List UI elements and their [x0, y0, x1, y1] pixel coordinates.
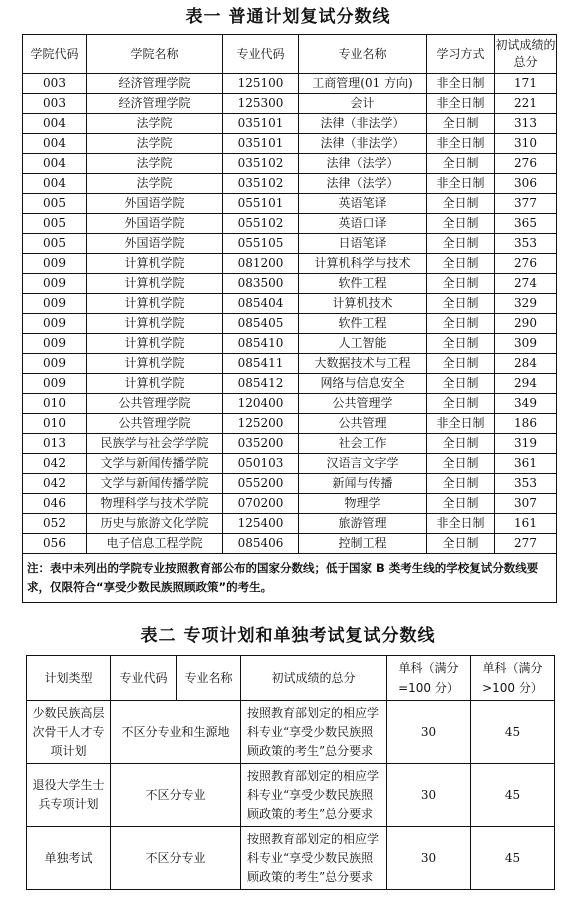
table1-cell: 文学与新闻传播学院: [87, 454, 223, 474]
table1-row: [23, 114, 557, 134]
table1-cell: 全日制: [427, 194, 495, 214]
table2-cell-type: 退役大学生士兵专项计划: [27, 764, 111, 827]
table1-cell: 全日制: [427, 254, 495, 274]
table1-row: [23, 274, 557, 294]
table1: [22, 34, 557, 603]
table1-cell: 工商管理(01 方向): [299, 74, 427, 94]
table1-cell: 046: [23, 494, 87, 514]
table1-cell: 法学院: [87, 134, 223, 154]
table1-cell: 276: [495, 154, 557, 174]
table1-cell: 计算机技术: [299, 294, 427, 314]
table1-cell: 055200: [223, 474, 299, 494]
table1-cell: 汉语言文字学: [299, 454, 427, 474]
table1-cell: 法律（法学）: [299, 174, 427, 194]
table1-cell: 361: [495, 454, 557, 474]
table1-cell: 125400: [223, 514, 299, 534]
table1-cell: 控制工程: [299, 534, 427, 554]
table1-cell: 非全日制: [427, 174, 495, 194]
table2-title: 表二 专项计划和单独考试复试分数线: [140, 626, 436, 646]
table2-header-row: [27, 656, 555, 701]
table1-cell: 309: [495, 334, 557, 354]
table1-cell: 非全日制: [427, 74, 495, 94]
table1-cell: 社会工作: [299, 434, 427, 454]
table1-cell: 055102: [223, 214, 299, 234]
table1-cell: 009: [23, 254, 87, 274]
table1-cell: 009: [23, 294, 87, 314]
table1-row: [23, 414, 557, 434]
table1-cell: 计算机学院: [87, 294, 223, 314]
table1-cell: 294: [495, 374, 557, 394]
table1-cell: 085406: [223, 534, 299, 554]
table1-row: [23, 454, 557, 474]
table1-cell: 085411: [223, 354, 299, 374]
table1-cell: 计算机学院: [87, 334, 223, 354]
table1-cell: 历史与旅游文化学院: [87, 514, 223, 534]
table1-cell: 010: [23, 394, 87, 414]
table1-cell: 计算机学院: [87, 374, 223, 394]
table2-cell-type: 少数民族高层次骨干人才专项计划: [27, 701, 111, 764]
table1-cell: 计算机学院: [87, 274, 223, 294]
table1-cell: 全日制: [427, 154, 495, 174]
table1-cell: 365: [495, 214, 557, 234]
table2-cell-requirement: 按照教育部划定的相应学科专业“享受少数民族照顾政策的考生”总分要求: [241, 701, 387, 764]
table1-cell: 004: [23, 154, 87, 174]
table1-row: [23, 334, 557, 354]
table1-cell: 电子信息工程学院: [87, 534, 223, 554]
table1-header-cell: 学习方式: [427, 35, 495, 74]
table1-cell: 全日制: [427, 434, 495, 454]
table1-cell: 003: [23, 74, 87, 94]
table1-cell: 非全日制: [427, 94, 495, 114]
table1-cell: 009: [23, 314, 87, 334]
table1-cell: 010: [23, 414, 87, 434]
table1-cell: 计算机科学与技术: [299, 254, 427, 274]
table1-cell: 186: [495, 414, 557, 434]
table1-cell: 物理学: [299, 494, 427, 514]
table1-cell: 056: [23, 534, 87, 554]
table2-header-cell: 单科（满分>100 分）: [471, 656, 555, 701]
table2-header-cell: 单科（满分=100 分）: [387, 656, 471, 701]
table1-cell: 外国语学院: [87, 234, 223, 254]
table2-cell-singleOver100: 45: [471, 827, 555, 890]
table2-row: [27, 701, 555, 764]
table1-cell: 009: [23, 374, 87, 394]
table1-cell: 计算机学院: [87, 354, 223, 374]
table1-cell: 052: [23, 514, 87, 534]
table1-row: [23, 514, 557, 534]
table2-row: [27, 827, 555, 890]
table2-cell-singleOver100: 45: [471, 764, 555, 827]
table1-cell: 全日制: [427, 354, 495, 374]
table1-cell: 英语口译: [299, 214, 427, 234]
table1-cell: 全日制: [427, 394, 495, 414]
table1-cell: 329: [495, 294, 557, 314]
table1-row: [23, 474, 557, 494]
table1-cell: 290: [495, 314, 557, 334]
table1-cell: 经济管理学院: [87, 74, 223, 94]
table1-cell: 055101: [223, 194, 299, 214]
table2-cell-single100: 30: [387, 827, 471, 890]
table1-cell: 277: [495, 534, 557, 554]
table1-cell: 非全日制: [427, 514, 495, 534]
table1-cell: 物理科学与技术学院: [87, 494, 223, 514]
table2-row: [27, 764, 555, 827]
table1-header-cell: 初试成绩的总分: [495, 35, 557, 74]
table1-cell: 349: [495, 394, 557, 414]
table1-cell: 公共管理学院: [87, 414, 223, 434]
table1-cell: 004: [23, 114, 87, 134]
table1-cell: 大数据技术与工程: [299, 354, 427, 374]
table1-row: [23, 214, 557, 234]
table2-cell-type: 单独考试: [27, 827, 111, 890]
table1-cell: 法学院: [87, 154, 223, 174]
table2-body: [27, 701, 555, 890]
table1-cell: 125200: [223, 414, 299, 434]
table2-header-cell: 初试成绩的总分: [241, 656, 387, 701]
table1-cell: 网络与信息安全: [299, 374, 427, 394]
table2-header-cell: 专业名称: [177, 656, 241, 701]
table2-cell-single100: 30: [387, 764, 471, 827]
table1-cell: 070200: [223, 494, 299, 514]
table1-header-cell: 学院代码: [23, 35, 87, 74]
table1-cell: 005: [23, 234, 87, 254]
table1-cell: 377: [495, 194, 557, 214]
table1-title: 表一 普通计划复试分数线: [185, 7, 391, 27]
table1-cell: 全日制: [427, 374, 495, 394]
table1-cell: 035102: [223, 174, 299, 194]
table1-cell: 005: [23, 214, 87, 234]
table1-note-row: [23, 554, 557, 603]
table1-row: [23, 494, 557, 514]
table1-row: [23, 354, 557, 374]
table1-row: [23, 194, 557, 214]
table1-cell: 035101: [223, 134, 299, 154]
table2-header-cell: 计划类型: [27, 656, 111, 701]
table1-cell: 非全日制: [427, 414, 495, 434]
table1-cell: 009: [23, 354, 87, 374]
table1-cell: 外国语学院: [87, 194, 223, 214]
table1-cell: 353: [495, 474, 557, 494]
table1-cell: 221: [495, 94, 557, 114]
table1-cell: 171: [495, 74, 557, 94]
table1-cell: 会计: [299, 94, 427, 114]
table1-cell: 081200: [223, 254, 299, 274]
table1-cell: 全日制: [427, 214, 495, 234]
table1-cell: 125100: [223, 74, 299, 94]
table1-row: [23, 74, 557, 94]
table1-body: [23, 74, 557, 554]
table1-cell: 英语笔译: [299, 194, 427, 214]
table1-cell: 085410: [223, 334, 299, 354]
table1-cell: 035101: [223, 114, 299, 134]
table1-row: [23, 154, 557, 174]
table1-cell: 全日制: [427, 534, 495, 554]
table1-cell: 法学院: [87, 174, 223, 194]
table1-cell: 083500: [223, 274, 299, 294]
table1-cell: 042: [23, 474, 87, 494]
table1-cell: 旅游管理: [299, 514, 427, 534]
table2-cell-singleOver100: 45: [471, 701, 555, 764]
table1-cell: 法律（非法学）: [299, 134, 427, 154]
table1-row: [23, 394, 557, 414]
table1-row: [23, 374, 557, 394]
table1-row: [23, 314, 557, 334]
table1-cell: 035102: [223, 154, 299, 174]
table2-cell-scope: 不区分专业和生源地: [111, 701, 241, 764]
table1-cell: 005: [23, 194, 87, 214]
table1-cell: 009: [23, 274, 87, 294]
table1-cell: 085405: [223, 314, 299, 334]
table1-note: 注：表中未列出的学院专业按照教育部公布的国家分数线；低于国家 B 类考生线的学校复试分数线要求，仅限符合“享受少数民族照顾政策”的考生。: [23, 554, 557, 603]
table1-cell: 外国语学院: [87, 214, 223, 234]
table2: [26, 655, 555, 890]
table1-cell: 009: [23, 334, 87, 354]
table1-cell: 民族学与社会学学院: [87, 434, 223, 454]
table1-row: [23, 434, 557, 454]
table1-header-cell: 专业代码: [223, 35, 299, 74]
table1-cell: 计算机学院: [87, 314, 223, 334]
table1-row: [23, 134, 557, 154]
table2-header-cell: 专业代码: [111, 656, 177, 701]
table1-cell: 新闻与传播: [299, 474, 427, 494]
table1-cell: 法律（非法学）: [299, 114, 427, 134]
table1-header-cell: 专业名称: [299, 35, 427, 74]
table1-cell: 全日制: [427, 334, 495, 354]
table1-cell: 法学院: [87, 114, 223, 134]
table1-cell: 全日制: [427, 114, 495, 134]
table1-cell: 013: [23, 434, 87, 454]
table1-cell: 经济管理学院: [87, 94, 223, 114]
table1-row: [23, 234, 557, 254]
table1-cell: 004: [23, 174, 87, 194]
table1-cell: 120400: [223, 394, 299, 414]
table1-cell: 全日制: [427, 494, 495, 514]
table1-cell: 全日制: [427, 234, 495, 254]
table1-cell: 284: [495, 354, 557, 374]
table1-cell: 日语笔译: [299, 234, 427, 254]
table1-cell: 全日制: [427, 454, 495, 474]
table1-cell: 公共管理学院: [87, 394, 223, 414]
table1-cell: 全日制: [427, 474, 495, 494]
table1-cell: 353: [495, 234, 557, 254]
table1-row: [23, 294, 557, 314]
table2-cell-single100: 30: [387, 701, 471, 764]
table1-cell: 319: [495, 434, 557, 454]
table1-cell: 085412: [223, 374, 299, 394]
table1-cell: 085404: [223, 294, 299, 314]
table2-cell-scope: 不区分专业: [111, 827, 241, 890]
table1-cell: 307: [495, 494, 557, 514]
table1-cell: 计算机学院: [87, 254, 223, 274]
table1-cell: 055105: [223, 234, 299, 254]
table1-row: [23, 94, 557, 114]
table1-cell: 公共管理: [299, 414, 427, 434]
table1-cell: 276: [495, 254, 557, 274]
table1-header-row: [23, 35, 557, 74]
table1-cell: 全日制: [427, 314, 495, 334]
table1-cell: 050103: [223, 454, 299, 474]
table1-cell: 035200: [223, 434, 299, 454]
table1-cell: 法律（法学）: [299, 154, 427, 174]
table1-row: [23, 254, 557, 274]
table1-cell: 004: [23, 134, 87, 154]
table1-cell: 003: [23, 94, 87, 114]
table2-cell-requirement: 按照教育部划定的相应学科专业“享受少数民族照顾政策的考生”总分要求: [241, 764, 387, 827]
table1-cell: 人工智能: [299, 334, 427, 354]
table1-cell: 313: [495, 114, 557, 134]
table1-cell: 306: [495, 174, 557, 194]
table1-cell: 非全日制: [427, 134, 495, 154]
table1-row: [23, 534, 557, 554]
table1-row: [23, 174, 557, 194]
table1-cell: 042: [23, 454, 87, 474]
table1-header-cell: 学院名称: [87, 35, 223, 74]
table1-cell: 文学与新闻传播学院: [87, 474, 223, 494]
table1-cell: 全日制: [427, 294, 495, 314]
table1-cell: 软件工程: [299, 314, 427, 334]
table1-cell: 161: [495, 514, 557, 534]
table2-cell-scope: 不区分专业: [111, 764, 241, 827]
table1-cell: 125300: [223, 94, 299, 114]
table2-cell-requirement: 按照教育部划定的相应学科专业“享受少数民族照顾政策的考生”总分要求: [241, 827, 387, 890]
table1-cell: 310: [495, 134, 557, 154]
table1-cell: 全日制: [427, 274, 495, 294]
table1-cell: 274: [495, 274, 557, 294]
table1-cell: 软件工程: [299, 274, 427, 294]
table1-cell: 公共管理学: [299, 394, 427, 414]
